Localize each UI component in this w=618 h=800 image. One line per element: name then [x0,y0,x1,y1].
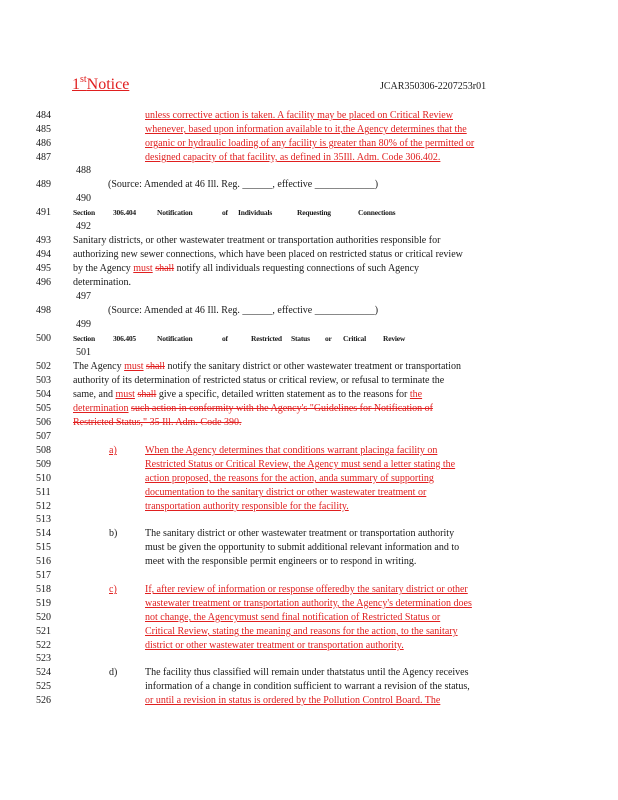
document-id: JCAR350306-2207253r01 [380,81,487,92]
subsection-marker: a) [109,445,117,456]
document-page: 1stNotice JCAR350306-2207253r01 484 unless corrective action is taken. A facility may be placed on Critical Review 485 whenever, based upon information available to it,the Agency determines that the 486 organic or hydraulic loading of any facility is greater than 80% of the permitted or 487 designed capacity of that facility, as defined in 35Ill. Adm. Code 306.402. 488 489 (Source: Amended at 46 Ill. Reg. ______, effective ____________) 490 491 Section 306.404 Notification of Individuals Requesting Connections 492 493 Sanitary districts, or other wastewater treatment or transportation authorities responsible for 494 authorizing new sewer connections, which have been placed on restricted status or critical review 495 by the Agency must shall notify all individuals requesting connections of such Agency 496 determination. 497 498 (Source: Amended at 46 Ill. Reg. ______, effective ____________) 499 500 Section 306.405 Notification of Restricted Status or Critical Review 501 502 The Agency must shall notify the sanitary district or other wastewater treatment or transportation 503 authority of its determination of restricted status or critical review, or refusal to terminate the 504 same, and must shall give a specific, detailed written statement as to the reasons for the 505 determination such action in conformity with the Agency's "Guidelines for Notification of 506 Restricted Status," 35 Ill. Adm. Code 390. 507 508 a) When the Agency determines that conditions warrant placinga facility on 509 Restricted Status or Critical Review, the Agency must send a letter stating the 510 action proposed, the reasons for the action, anda summary of supporting 511 documentation to the sanitary district or other wastewater treatment or 512 transportation authority responsible for the facility. 513 514 b) The sanitary district or other wastewater treatment or transportation authority 515 must be given the opportunity to submit additional relevant information and to 516 meet with the responsible permit engineers or to respond in writing. 517 518 c) If, after review of information or response offeredby the sanitary district or other 519 wastewater treatment or transportation authority, the Agency's determination does 520 not change, the Agencymust send final notification of Restricted Status or 521 Critical Review, stating the meaning and reasons for the action, to the sanitary 522 district or other wastewater treatment or transportation authority. 523 524 d) The facility thus classified will remain under thatstatus until the Agency receives 525 information of a change in condition sufficient to warrant a revision of the status, 526 or until a revision in status is ordered by the Pollution Control Board. The [36,74,487,706]
line-text: unless corrective action is taken. A facility may be placed on Critical Review [145,110,453,121]
source-note: (Source: Amended at 46 Ill. Reg. ______, effective ____________) [108,179,379,190]
line-text: meet with the responsible permit engineers or to respond in writing. [145,556,417,567]
line-text: information of a change in condition sufficient to warrant a revision of the status, [145,681,470,692]
line-text: The facility thus classified will remain under thatstatus until the Agency receives [145,667,469,678]
deleted-text: such action in conformity with the Agency's "Guidelines for Notification of [131,403,433,414]
line-text: wastewater treatment or transportation authority, the Agency's determination does [145,598,472,609]
section-title-word: Status [291,334,310,343]
inserted-text: the [409,389,423,400]
line-text: If, after review of information or response offeredby the sanitary district or other [145,584,468,595]
section-title-word: Connections [358,208,396,217]
line-text: authority of its determination of restricted status or critical review, or refusal to terminate the [73,375,445,386]
inserted-text: must [115,389,135,400]
inserted-text: must [124,361,144,372]
section-title-word: Requesting [297,208,331,217]
deleted-text: shall [146,361,165,372]
line-text [73,402,433,415]
line-text: Restricted Status or Critical Review, the Agency must send a letter stating the [145,459,456,470]
subsection-marker: b) [109,528,118,539]
line-text: not change, the Agencymust send final notification of Restricted Status or [145,612,441,623]
section-title-word: of [222,334,228,343]
line-text: transportation authority responsible for the facility. [145,501,349,512]
source-note: (Source: Amended at 46 Ill. Reg. ______, effective ____________) [108,305,379,316]
line-text: or until a revision in status is ordered by the Pollution Control Board. The [145,695,441,706]
notice-number: 1 [72,76,80,93]
section-title-word: Review [383,334,406,343]
line-text: district or other wastewater treatment or transportation authority. [145,640,404,651]
line-text: organic or hydraulic loading of any facility is greater than 80% of the permitted or [145,138,475,149]
section-label: Section [73,208,95,217]
subsection-marker: d) [109,667,118,678]
line-text: documentation to the sanitary district or other wastewater treatment or [145,487,427,498]
subsection-marker: c) [109,584,117,595]
notice-suffix: st [80,74,87,85]
line-text: by the Agency must shall notify all individuals requesting connections of such Agency [73,263,420,274]
notice-word: Notice [86,76,130,93]
section-title-word: Notification [157,334,193,343]
line-text: action proposed, the reasons for the action, anda summary of supporting [145,473,434,484]
line-text: The sanitary district or other wastewater treatment or transportation authority [145,528,455,539]
inserted-text: determination [73,403,129,414]
line-text: The Agency must shall notify the sanitary district or other wastewater treatment or transportation [73,361,461,372]
line-text: When the Agency determines that conditions warrant placinga facility on [145,445,438,456]
section-title-word: of [222,208,228,217]
line-text: designed capacity of that facility, as defined in 35Ill. Adm. Code 306.402. [145,152,441,163]
deleted-text: shall [137,389,157,400]
notice-title [72,74,129,94]
line-text: Sanitary districts, or other wastewater treatment or transportation authorities responsible for [73,235,441,246]
line-text: same, and must shall give a specific, detailed written statement as to the reasons for the [73,389,423,400]
line-text: whenever, based upon information available to it,the Agency determines that the [145,124,467,135]
line-text: authorizing new sewer connections, which have been placed on restricted status or critical review [73,249,463,260]
section-number: 306.404 [113,208,136,217]
section-label: Section [73,334,95,343]
line-text: determination. [73,277,132,288]
section-title-word: or [325,334,332,343]
inserted-text: must [133,263,153,274]
section-title-word: Critical [343,334,366,343]
deleted-text: shall [155,263,175,274]
deleted-text: Restricted Status," 35 Ill. Adm. Code 390. [73,417,242,428]
line-text: must be given the opportunity to submit additional relevant information and to [145,542,460,553]
line-text: Critical Review, stating the meaning and reasons for the action, to the sanitary [145,626,458,637]
section-number: 306.405 [113,334,136,343]
section-title-word: Individuals [238,208,273,217]
section-title-word: Restricted [251,334,282,343]
section-title-word: Notification [157,208,193,217]
